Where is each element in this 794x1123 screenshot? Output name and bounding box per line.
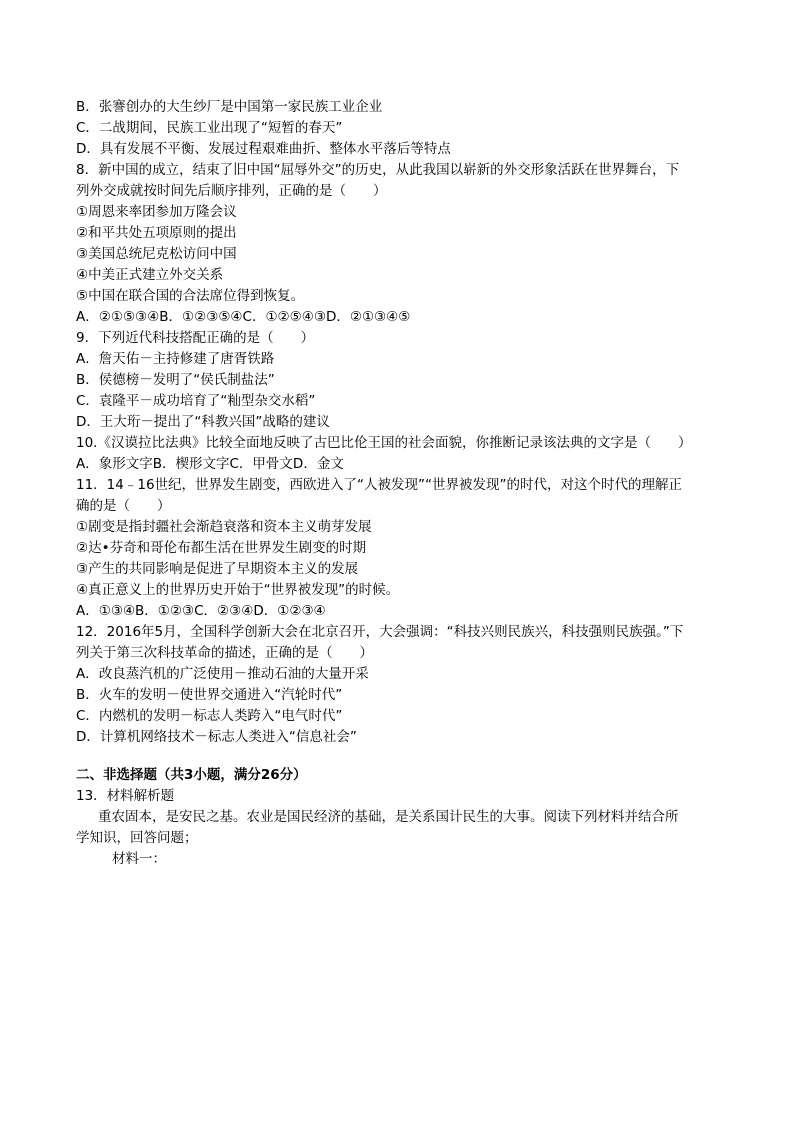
- q12-option-b: B．火车的发明－使世界交通进入“汽轮时代”: [76, 687, 343, 703]
- q12-option-a: A．改良蒸汽机的广泛使用－推动石油的大量开采: [76, 666, 369, 682]
- q13-intro-line2: 学知识，回答问题；: [76, 830, 198, 846]
- q9-option-b: B．侯德榜－发明了“侯氏制盐法”: [76, 372, 275, 388]
- question-11-stem-line2: 确的是（ ）: [76, 498, 171, 514]
- q11-item-2: ②达•芬奇和哥伦布都生活在世界发生剧变的时期: [76, 540, 367, 556]
- q8-options: A．②①⑤③④B．①②③⑤④C．①②⑤④③D．②①③④⑤: [76, 309, 411, 325]
- option-d-q7: D．具有发展不平衡、发展过程艰难曲折、整体水平落后等特点: [76, 141, 451, 157]
- question-11-stem-line1: 11．14﹣16世纪，世界发生剧变，西欧进入了“人被发现”“世界被发现”的时代，对这个时代的理解正: [76, 477, 683, 493]
- q9-option-d: D．王大珩－提出了“科教兴国”战略的建议: [76, 414, 330, 430]
- q12-option-d: D．计算机网络技术－标志人类进入“信息社会”: [76, 729, 357, 745]
- q11-item-3: ③产生的共同影响是促进了早期资本主义的发展: [76, 561, 359, 577]
- q8-item-2: ②和平共处五项原则的提出: [76, 225, 237, 241]
- q8-item-3: ③美国总统尼克松访问中国: [76, 246, 237, 262]
- q12-option-c: C．内燃机的发明－标志人类跨入“电气时代”: [76, 708, 343, 724]
- q9-option-a: A．詹天佑－主持修建了唐胥铁路: [76, 351, 275, 367]
- q9-option-c: C．袁隆平－成功培育了“籼型杂交水稻”: [76, 393, 316, 409]
- q10-options: A．象形文字B．楔形文字C．甲骨文D．金文: [76, 456, 344, 472]
- q11-options: A．①③④B．①②③C．②③④D．①②③④: [76, 603, 326, 619]
- question-9-stem: 9．下列近代科技搭配正确的是（ ）: [76, 330, 315, 346]
- question-13-title: 13．材料解析题: [76, 788, 175, 804]
- q8-item-4: ④中美正式建立外交关系: [76, 267, 224, 283]
- q8-item-1: ①周恩来率团参加万隆会议: [76, 204, 237, 220]
- question-12-stem-line1: 12．2016年5月，全国科学创新大会在北京召开，大会强调：“科技兴则民族兴，科技强则民族强。”下: [76, 624, 684, 640]
- q11-item-1: ①剧变是指封疆社会渐趋衰落和资本主义萌芽发展: [76, 519, 372, 535]
- question-8-stem-line2: 列外交成就按时间先后顺序排列，正确的是（ ）: [76, 183, 387, 199]
- q11-item-4: ④真正意义上的世界历史开始于“世界被发现”的时候。: [76, 582, 400, 598]
- question-10-stem: 10.《汉谟拉比法典》比较全面地反映了古巴比伦王国的社会面貌，你推断记录该法典的文字是（ ）: [76, 435, 692, 451]
- option-b-q7: B．张謇创办的大生纱厂是中国第一家民族工业企业: [76, 99, 383, 115]
- option-c-q7: C．二战期间，民族工业出现了“短暂的春天”: [76, 120, 343, 136]
- section-title: 二、非选择题（共3小题，满分26分）: [76, 767, 307, 783]
- question-8-stem-line1: 8．新中国的成立，结束了旧中国“屈辱外交”的历史，从此我国以崭新的外交形象活跃在世界舞台，下: [76, 162, 680, 178]
- question-12-stem-line2: 列关于第三次科技革命的描述，正确的是（ ）: [76, 645, 373, 661]
- q13-material-label: 材料一：: [112, 851, 166, 867]
- q13-intro-line1: 重农固本，是安民之基。农业是国民经济的基础，是关系国计民生的大事。阅读下列材料并结合所: [98, 809, 679, 825]
- q8-item-5: ⑤中国在联合国的合法席位得到恢复。: [76, 288, 305, 304]
